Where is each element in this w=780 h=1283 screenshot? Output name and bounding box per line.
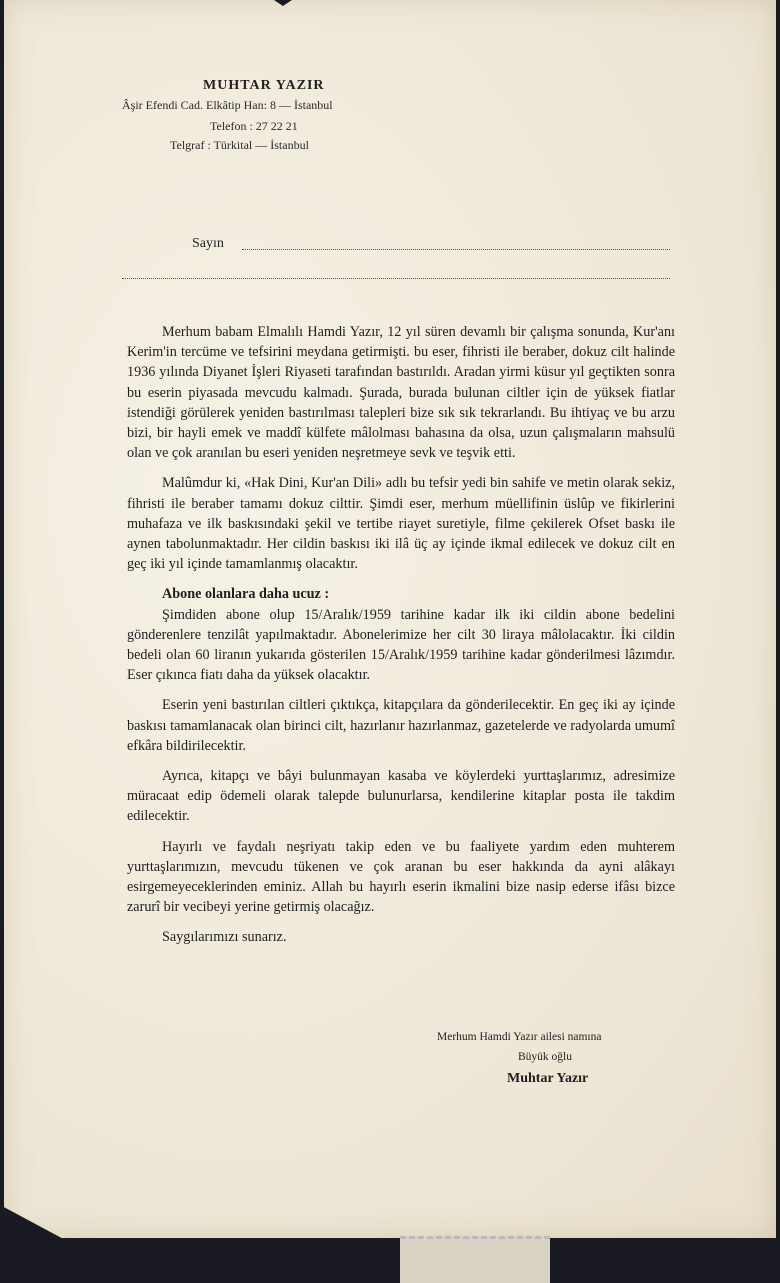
letterhead-phone: Telefon : 27 22 21 (210, 119, 298, 133)
salutation-label: Sayın (192, 236, 224, 251)
recipient-line-1 (242, 249, 670, 250)
paragraph-3: Eserin yeni bastırılan ciltleri çıktıkça, kitapçılara da gönderilecektir. En geç iki ay içinde baskısı tamamlanacak olan birinci cilt, hazırlanır hazırlanmaz, gazetelerde ve radyolarda umumî efkâra bildirilecektir. (127, 697, 675, 754)
letterhead-telegraph: Telgraf : Türkital — İstanbul (170, 138, 309, 152)
paragraph-4: Ayrıca, kitapçı ve bâyi bulunmayan kasaba ve köylerdeki yurttaşlarımız, adresimize müracaat edip ödemeli olarak talepde bulunurlarsa, kendilerine kitaplar posta ile takdim edilecektir. (127, 768, 675, 825)
subscription-heading: Abone olanlara daha ucuz : (162, 586, 330, 603)
recipient-line-2 (122, 278, 670, 279)
paragraph-2: Malûmdur ki, «Hak Dini, Kur'an Dili» adlı bu tefsir yedi bin sahife ve metin olarak sekiz, fihristi ile beraber tamamı dokuz cilttir. Şimdi eser, merhum müellifinin üslûp ve fikirlerini muhafaza ve ilk baskısındaki şekil ve tertibe riayet suretiyle, filme çekilerek Ofset baskı ile aynen tabolunmaktadır. Her cildin baskısı iki ilâ üç ay içinde ikmal edilecek ve dokuz cilt en geç iki yıl içinde tamamlanmış olacaktır. (127, 475, 675, 573)
signature-line-2: Büyük oğlu (518, 1051, 572, 1063)
signature-name: Muhtar Yazır (507, 1071, 589, 1086)
letter-body (127, 322, 675, 958)
letterhead-address: Âşir Efendi Cad. Elkâtip Han: 8 — İstanbul (122, 98, 333, 112)
paragraph-5: Hayırlı ve faydalı neşriyatı takip eden ve bu faaliyete yardım eden muhterem yurttaşlarımızın, mevcudu tükenen ve çok aranan bu eser hakkında da ayni alâkayı esirgemeyeceklerinden eminiz. Allah bu hayırlı eserin ikmalini bize nasip ederse ifâsı bizce zarurî bir vecibeyi yerine getirmiş olacağız. (127, 838, 675, 916)
closing-line: Saygılarımızı sunarız. (162, 929, 287, 946)
paragraph-1: Merhum babam Elmalılı Hamdi Yazır, 12 yıl süren devamlı bir çalışma sonunda, Kur'anı Kerim'in tercüme ve tefsirini meydana getirmişti. bu eser, fihristi ile beraber, dokuz cilt halinde 1936 yılında Diyanet İşleri Riyaseti tarafından bastırıldı. Aradan yirmi küsur yıl geçtikten sonra bu eserin piyasada mevcudu kalmadı. Şurada, burada bulunan ciltler için de yüksek fiatlar istendiği görülerek yeniden bastırılması talepleri bize sık sık tekrarlandı. Bu ihtiyaç ve bu arzu bizi, bir hayli emek ve maddî külfete mâlolması bahasına da olsa, uzun çalışmaların mahsulü olan ve çok aranılan bu eseri yeniden neşretmeye sevk ve teşvik etti. (127, 324, 675, 462)
paper-tear (274, 0, 292, 6)
subscription-paragraph: Şimdiden abone olup 15/Aralık/1959 tarihine kadar ilk iki cildin abone bedelini gönderenlere tenzilât yapılmaktadır. Abonelerimize her cilt 30 liraya mâlolacaktır. İki cildin bedeli olan 60 liranın yukarıda gösterilen 15/Aralık/1959 tarihine kadar gönderilmesi lâzımdır. Eser çıkınca fiatı daha da yüksek olacaktır. (127, 606, 675, 684)
letterhead-name: MUHTAR YAZIR (203, 78, 325, 93)
letter-page (4, 0, 776, 1238)
paper-stub (400, 1236, 550, 1283)
signature-line-1: Merhum Hamdi Yazır ailesi namına (437, 1031, 602, 1043)
